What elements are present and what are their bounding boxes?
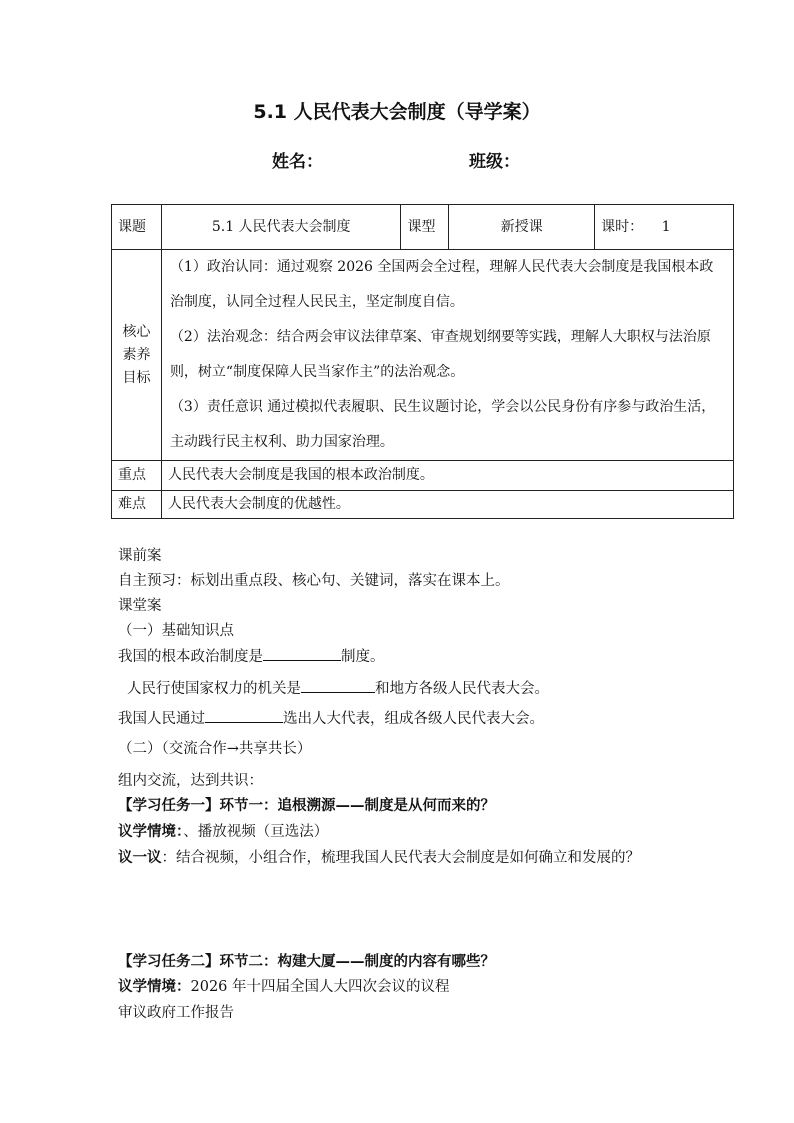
class-label: 班级：	[469, 152, 520, 172]
hours-value: 1	[661, 218, 671, 235]
key-value: 人民代表大会制度是我国的根本政治制度。	[161, 461, 733, 491]
topic-label: 课题	[112, 205, 162, 250]
question-3-start: 我国人民通过	[118, 711, 205, 727]
hours-label: 课时：	[601, 218, 644, 235]
task2-item: 审议政府工作报告	[118, 1005, 234, 1021]
difficulty-value: 人民代表大会制度的优越性。	[161, 491, 733, 519]
task1-heading: 【学习任务一】环节一：追根溯源——制度是从何而来的？	[118, 798, 495, 814]
goals-label-line: 目标	[122, 369, 151, 386]
consensus-text: 组内交流，达到共识：	[118, 773, 263, 789]
task2-context-text: 2026 年十四届全国人大四次会议的议程	[190, 979, 450, 995]
topic-value: 5.1 人民代表大会制度	[161, 205, 401, 250]
task2-context	[118, 975, 450, 996]
name-label: 姓名：	[272, 152, 323, 172]
table-row-key	[112, 461, 734, 491]
page-title: 5.1 人民代表大会制度（导学案）	[253, 101, 541, 123]
question-1-end: 制度。	[341, 649, 385, 665]
answer-blank[interactable]	[205, 708, 283, 723]
table-row-goals	[112, 250, 734, 461]
pre-class-heading: 课前案	[118, 548, 162, 564]
task1-discuss	[118, 846, 640, 867]
task1-context-label: 议学情境：	[118, 824, 184, 840]
task1-discuss-label: 议一议	[118, 850, 162, 866]
key-label: 重点	[112, 461, 162, 491]
type-value: 新授课	[449, 205, 595, 250]
answer-blank[interactable]	[263, 646, 341, 661]
answer-blank[interactable]	[301, 678, 375, 693]
in-class-heading: 课堂案	[118, 598, 162, 614]
part2-heading: （二）（交流合作→共享共长）	[118, 741, 312, 757]
task1-discuss-text: ：结合视频，小组合作，梳理我国人民代表大会制度是如何确立和发展的？	[161, 850, 640, 866]
question-2-end: 和地方各级人民代表大会。	[375, 681, 549, 697]
goal-item: （2）法治观念：结合两会审议法律草案、审查规划纲要等实践，理解人大职权与法治原则，树立“制度保障人民当家作主”的法治观念。	[169, 329, 711, 380]
question-1-start: 我国的根本政治制度是	[118, 649, 263, 665]
table-row-topic	[112, 205, 734, 250]
table-row-difficulty	[112, 491, 734, 519]
question-2	[127, 677, 549, 698]
task2-context-label: 议学情境：	[118, 979, 191, 995]
question-1	[118, 645, 385, 666]
task2-heading: 【学习任务二】环节二：构建大厦——制度的内容有哪些？	[118, 954, 495, 970]
part1-heading: （一）基础知识点	[118, 623, 234, 639]
question-3	[118, 707, 544, 728]
lesson-info-table	[111, 204, 734, 519]
question-2-start: 人民行使国家权力的机关是	[127, 681, 301, 697]
goal-item: （1）政治认同：通过观察 2026 全国两会全过程，理解人民代表大会制度是我国根本政治制度，认同全过程人民民主，坚定制度自信。	[169, 259, 714, 310]
goals-cell	[161, 250, 733, 461]
question-3-end: 选出人大代表，组成各级人民代表大会。	[283, 711, 544, 727]
goals-label-line: 素养	[122, 346, 151, 363]
type-label: 课型	[401, 205, 449, 250]
goal-item: （3）责任意识 通过模拟代表履职、民生议题讨论，学会以公民身份有序参与政治生活，主动践行民主权利、助力国家治理。	[169, 399, 716, 450]
self-study-text: 自主预习：标划出重点段、核心句、关键词，落实在课本上。	[118, 573, 510, 589]
task1-context	[118, 820, 328, 841]
hours-cell	[595, 205, 734, 250]
goals-label-line: 核心	[122, 323, 151, 340]
difficulty-label: 难点	[112, 491, 162, 519]
goals-label	[112, 250, 162, 461]
task1-context-text: 、播放视频（亘选法）	[183, 824, 329, 840]
